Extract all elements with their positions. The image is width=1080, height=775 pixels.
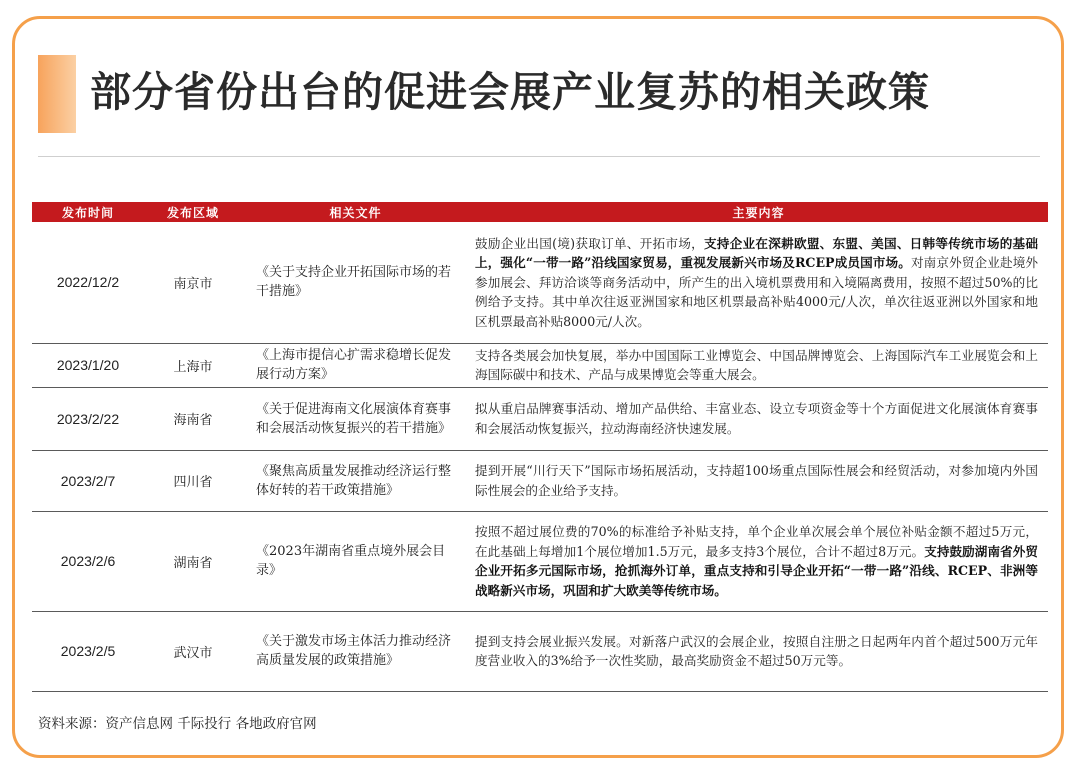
cell-region: 湖南省 [144,511,242,611]
cell-date: 2023/1/20 [32,343,144,387]
cell-region: 武汉市 [144,611,242,691]
cell-date: 2023/2/22 [32,387,144,450]
content-text: 支持各类展会加快复展，举办中国国际工业博览会、中国品牌博览会、上海国际汽车工业展览会和上海国际碳中和技术、产品与成果博览会等重大展会。 [475,347,1038,382]
cell-date: 2023/2/5 [32,611,144,691]
cell-region: 海南省 [144,387,242,450]
content-text: 对南京外贸企业赴境外参加展会、拜访洽谈等商务活动中，所产生的出入境机票费用和入境隔离费用，按照不超过50%的比例给予支持。其中单次往返亚洲国家和地区机票最高补贴4000元/人次，单次往返亚洲以外国家和地区机票最高补贴8000元/人次。 [475,255,1039,329]
cell-doc: 《聚焦高质量发展推动经济运行整体好转的若干政策措施》 [242,450,469,511]
table-header-row [32,202,1048,222]
source-note: 资料来源：资产信息网 千际投行 各地政府官网 [38,716,317,732]
title-divider [38,156,1040,157]
content-emphasis: 支持鼓励湖南省外贸企业开拓多元国际市场，抢抓海外订单，重点支持和引导企业开拓“一带一路”沿线、RCEP、非洲等战略新兴市场，巩固和扩大欧美等传统市场。 [475,543,1038,598]
policy-table [32,202,1048,692]
table-row [32,450,1048,511]
header-date: 发布时间 [32,202,144,222]
cell-region: 四川省 [144,450,242,511]
cell-content [469,450,1048,511]
table-row [32,387,1048,450]
cell-region: 南京市 [144,222,242,343]
header-region: 发布区域 [144,202,242,222]
content-text: 鼓励企业出国(境)获取订单、开拓市场， [475,235,704,251]
table-row [32,222,1048,343]
table-row [32,343,1048,387]
header-content: 主要内容 [469,202,1048,222]
cell-content [469,343,1048,387]
cell-doc: 《关于激发市场主体活力推动经济高质量发展的政策措施》 [242,611,469,691]
cell-doc: 《关于支持企业开拓国际市场的若干措施》 [242,222,469,343]
cell-doc: 《关于促进海南文化展演体育赛事和会展活动恢复振兴的若干措施》 [242,387,469,450]
cell-content [469,511,1048,611]
content-text: 按照不超过展位费的70%的标准给予补贴支持，单个企业单次展会单个展位补贴金额不超过5万元，在此基础上每增加1个展位增加1.5万元，最多支持3个展位，合计不超过8万元。 [475,524,1038,559]
cell-content [469,222,1048,343]
cell-content [469,387,1048,450]
content-text: 拟从重启品牌赛事活动、增加产品供给、丰富业态、设立专项资金等十个方面促进文化展演体育赛事和会展活动恢复振兴，拉动海南经济快速发展。 [475,401,1038,436]
table-row [32,611,1048,691]
page-title: 部分省份出台的促进会展产业复苏的相关政策 [90,68,930,116]
header-doc: 相关文件 [242,202,469,222]
cell-doc: 《2023年湖南省重点境外展会目录》 [242,511,469,611]
cell-date: 2022/12/2 [32,222,144,343]
cell-doc: 《上海市提信心扩需求稳增长促发展行动方案》 [242,343,469,387]
cell-date: 2023/2/6 [32,511,144,611]
table-row [32,511,1048,611]
cell-content [469,611,1048,691]
cell-region: 上海市 [144,343,242,387]
content-text: 提到支持会展业振兴发展。对新落户武汉的会展企业，按照自注册之日起两年内首个超过500万元年度营业收入的3%给予一次性奖励，最高奖励资金不超过50万元等。 [475,633,1038,668]
content-emphasis: 支持企业在深耕欧盟、东盟、美国、日韩等传统市场的基础上，强化“一带一路”沿线国家贸易，重视发展新兴市场及RCEP成员国市场。 [475,235,1039,270]
cell-date: 2023/2/7 [32,450,144,511]
content-text: 提到开展“川行天下”国际市场拓展活动，支持超100场重点国际性展会和经贸活动，对参加境内外国际性展会的企业给予支持。 [475,463,1038,498]
title-accent-bar [38,55,76,133]
